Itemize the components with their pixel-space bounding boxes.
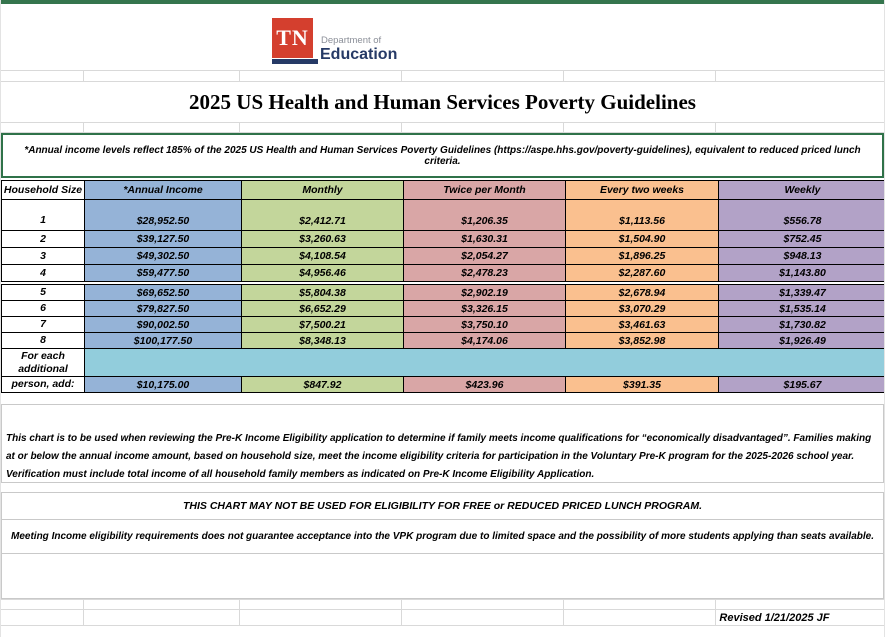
- table-row: [2, 265, 885, 282]
- header-every-two-weeks: Every two weeks: [566, 181, 719, 200]
- value-cell: $49,302.50: [85, 248, 242, 265]
- value-cell: $1,535.14: [719, 301, 885, 317]
- table-row: [2, 301, 885, 317]
- value-cell: $1,206.35: [404, 200, 566, 231]
- value-cell: $4,108.54: [242, 248, 404, 265]
- value-cell: $391.35: [566, 377, 719, 393]
- value-cell: $3,852.98: [566, 333, 719, 349]
- annual-income-note: *Annual income levels reflect 185% of the 2025 US Health and Human Services Poverty Guidelines (https://aspe.hhs.gov/poverty-guidelines), equivalent to reduced priced lunch criteria.: [1, 133, 884, 178]
- table-row: [2, 248, 885, 265]
- value-cell: $2,678.94: [566, 285, 719, 301]
- value-cell: $752.45: [719, 231, 885, 248]
- tn-logo-icon: TN: [272, 18, 313, 58]
- value-cell: $2,478.23: [404, 265, 566, 282]
- value-cell: $69,652.50: [85, 285, 242, 301]
- household-size-cell: 1: [2, 200, 85, 231]
- value-cell: $3,326.15: [404, 301, 566, 317]
- logo-education: Education: [320, 46, 398, 63]
- logo-header: [1, 4, 884, 70]
- value-cell: $1,143.80: [719, 265, 885, 282]
- table-row: [2, 285, 885, 301]
- value-cell: $1,896.25: [566, 248, 719, 265]
- page-title: 2025 US Health and Human Services Poverty Guidelines: [189, 89, 696, 114]
- value-cell: $28,952.50: [85, 200, 242, 231]
- grid-spacer-row-under-title: [1, 122, 884, 133]
- value-cell: $2,287.60: [566, 265, 719, 282]
- value-cell: $10,175.00: [85, 377, 242, 393]
- value-cell: $3,750.10: [404, 317, 566, 333]
- value-cell: $2,412.71: [242, 200, 404, 231]
- value-cell: $4,174.06: [404, 333, 566, 349]
- value-cell: $100,177.50: [85, 333, 242, 349]
- header-weekly: Weekly: [719, 181, 885, 200]
- value-cell: $4,956.46: [242, 265, 404, 282]
- table-row: [2, 231, 885, 248]
- household-size-cell: 5: [2, 285, 85, 301]
- poverty-guidelines-table: [1, 180, 885, 393]
- header-monthly: Monthly: [242, 181, 404, 200]
- header-annual-income: *Annual Income: [85, 181, 242, 200]
- value-cell: $3,461.63: [566, 317, 719, 333]
- value-cell: $7,500.21: [242, 317, 404, 333]
- household-size-cell: 4: [2, 265, 85, 282]
- value-cell: $847.92: [242, 377, 404, 393]
- value-cell: $1,630.31: [404, 231, 566, 248]
- additional-person-band: [2, 349, 885, 377]
- value-cell: $1,926.49: [719, 333, 885, 349]
- header-household-size: Household Size: [2, 181, 85, 200]
- additional-person-label-2: person, add:: [2, 377, 85, 393]
- value-cell: $1,504.90: [566, 231, 719, 248]
- usage-paragraph: This chart is to be used when reviewing the Pre-K Income Eligibility application to determine if family meets income qualifications for “economically disadvantaged”. Families making at or below the annual income amount, based on household size, meet the income eligibility criteria for participation in the Voluntary Pre-K program for the 2025-2026 school year. Verification must include total income of all household family members as indicated on Pre-K Income Eligibility Application.: [1, 404, 884, 483]
- additional-person-label: For each additional: [2, 349, 85, 377]
- household-size-cell: 3: [2, 248, 85, 265]
- value-cell: $5,804.38: [242, 285, 404, 301]
- value-cell: $90,002.50: [85, 317, 242, 333]
- value-cell: $1,730.82: [719, 317, 885, 333]
- value-cell: $2,902.19: [404, 285, 566, 301]
- acceptance-disclaimer: Meeting Income eligibility requirements does not guarantee acceptance into the VPK program due to limited space and the possibility of more students applying than seats available.: [1, 520, 884, 554]
- household-size-cell: 8: [2, 333, 85, 349]
- tn-logo-underline: [272, 59, 318, 64]
- value-cell: $948.13: [719, 248, 885, 265]
- additional-person-merged-cell: [85, 349, 885, 377]
- value-cell: $1,339.47: [719, 285, 885, 301]
- lunch-program-warning: THIS CHART MAY NOT BE USED FOR ELIGIBILITY FOR FREE or REDUCED PRICED LUNCH PROGRAM.: [1, 492, 884, 520]
- additional-person-values-row: [2, 377, 885, 393]
- table-row: [2, 200, 885, 231]
- grid-spacer-row-top: [1, 70, 884, 82]
- header-twice-per-month: Twice per Month: [404, 181, 566, 200]
- empty-box: [1, 554, 884, 599]
- household-size-cell: 7: [2, 317, 85, 333]
- revised-row: [1, 610, 884, 626]
- value-cell: $6,652.29: [242, 301, 404, 317]
- value-cell: $8,348.13: [242, 333, 404, 349]
- value-cell: $556.78: [719, 200, 885, 231]
- value-cell: $2,054.27: [404, 248, 566, 265]
- value-cell: $3,070.29: [566, 301, 719, 317]
- logo-department-of: Department of: [321, 35, 382, 46]
- value-cell: $59,477.50: [85, 265, 242, 282]
- value-cell: $195.67: [719, 377, 885, 393]
- table-row: [2, 317, 885, 333]
- table-row: [2, 333, 885, 349]
- value-cell: $39,127.50: [85, 231, 242, 248]
- grid-spacer-row-bottom: [1, 599, 884, 610]
- household-size-cell: 2: [2, 231, 85, 248]
- household-size-cell: 6: [2, 301, 85, 317]
- table-header-row: [2, 181, 885, 200]
- value-cell: $423.96: [404, 377, 566, 393]
- revised-date: Revised 1/21/2025 JF: [719, 611, 830, 624]
- value-cell: $1,113.56: [566, 200, 719, 231]
- value-cell: $3,260.63: [242, 231, 404, 248]
- value-cell: $79,827.50: [85, 301, 242, 317]
